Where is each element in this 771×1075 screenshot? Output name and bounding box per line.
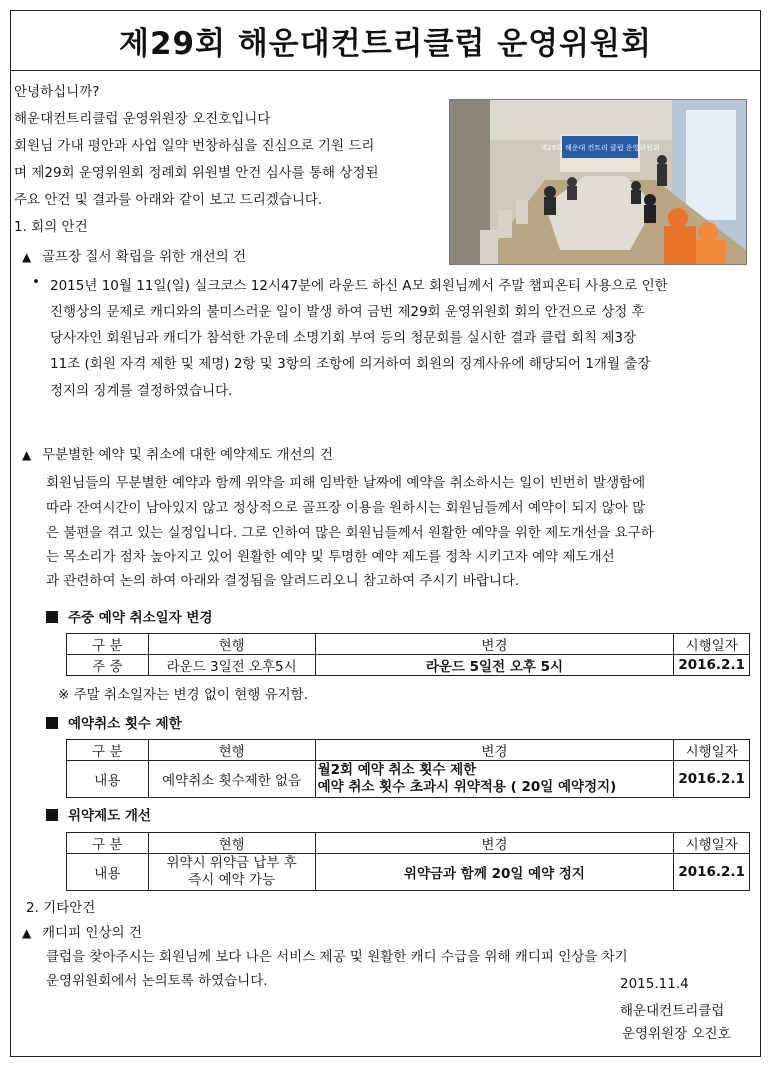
item1-heading [22, 245, 246, 265]
table-header-cell: 구 분 [67, 740, 149, 761]
table-cell: 라운드 3일전 오후5시 [148, 655, 315, 676]
item2-text: 은 불편을 겪고 있는 실정입니다. 그로 인하여 많은 회원님들께서 원활한 예약을 위한 제도개선을 요구하 [46, 525, 654, 541]
table2-title: 예약취소 횟수 제한 [68, 716, 182, 732]
table-cell-line: 즉시 예약 가능 [188, 872, 276, 888]
table-header-cell: 변경 [315, 740, 674, 761]
table-header-cell: 시행일자 [674, 634, 750, 655]
section1-heading: 1. 회의 안건 [14, 219, 88, 235]
section2-heading: 2. 기타안건 [26, 900, 96, 916]
item2-text: 회원님들의 무분별한 예약과 함께 위약을 피해 임박한 날짜에 예약을 취소하시는 일이 빈번히 발생함에 [46, 475, 646, 491]
table-header-cell: 현행 [148, 833, 315, 854]
table-row [67, 761, 750, 798]
table-header-cell: 변경 [315, 833, 674, 854]
item2-text: 따라 잔여시간이 남아있지 않고 정상적으로 골프장 이용을 원하시는 회원님들께서 예약이 되지 않아 많 [46, 500, 646, 516]
table-cell: 내용 [67, 761, 149, 798]
table2-heading [46, 712, 182, 732]
item1-text: 당사자인 회원님과 캐디가 참석한 가운데 소명기회 부여 등의 청문회를 실시한 결과 클럽 회칙 제3장 [50, 330, 637, 346]
section2-text: 운영위원회에서 논의토록 하였습니다. [46, 973, 268, 989]
title-box [10, 10, 761, 71]
square-bullet-icon [46, 611, 58, 623]
greeting: 안녕하십니까? [14, 84, 100, 100]
table-cell: 예약취소 횟수제한 없음 [148, 761, 315, 798]
table-cell: 2016.2.1 [674, 761, 750, 798]
table-row [67, 655, 750, 676]
item2-text: 과 관련하여 논의 하여 아래와 결정됨을 알려드리오니 참고하여 주시기 바랍니다. [46, 573, 520, 589]
table-header-cell: 변경 [315, 634, 674, 655]
table-cell: 내용 [67, 854, 149, 891]
table-cell: 위약금과 함께 20일 예약 정지 [315, 854, 674, 891]
table-cell: 주 중 [67, 655, 149, 676]
table-cell-line: 위약시 위약금 납부 후 [166, 855, 297, 871]
intro-line: 회원님 가내 평안과 사업 일약 번창하심을 진심으로 기원 드리 [14, 138, 375, 154]
table3-title: 위약제도 개선 [68, 808, 151, 824]
table-header-row [67, 634, 750, 655]
table-cancel-limit [66, 739, 750, 798]
table-cell: 2016.2.1 [674, 854, 750, 891]
section2-item-heading [22, 921, 142, 941]
table-penalty-system [66, 832, 750, 891]
table-cell: 2016.2.1 [674, 655, 750, 676]
item1-title: 골프장 질서 확립을 위한 개선의 건 [42, 249, 247, 265]
section2-item-title: 캐디피 인상의 건 [42, 925, 142, 941]
item2-text: 는 목소리가 점차 높아지고 있어 원활한 예약 및 투명한 예약 제도를 정착 시키고자 예약 제도개선 [46, 549, 615, 565]
item2-title: 무분별한 예약 및 취소에 대한 예약제도 개선의 건 [42, 447, 333, 463]
table-header-cell: 시행일자 [674, 740, 750, 761]
section2-text: 클럽을 찾아주시는 회원님께 보다 나은 서비스 제공 및 원활한 캐디 수급을 위해 캐디피 인상을 차기 [46, 949, 628, 965]
triangle-icon: ▲ [22, 250, 32, 264]
triangle-icon: ▲ [22, 926, 32, 940]
bullet-icon: • [32, 274, 40, 290]
item2-heading [22, 443, 333, 463]
table-header-cell: 구 분 [67, 833, 149, 854]
table-cell [315, 761, 674, 798]
signature-club: 해운대컨트리클럽 [620, 1003, 725, 1019]
signature-name: 운영위원장 오진호 [622, 1026, 731, 1042]
item1-text: 진행상의 문제로 캐디와의 불미스러운 일이 발생 하여 금번 제29회 운영위원회 회의 안건으로 상정 후 [50, 304, 645, 320]
triangle-icon: ▲ [22, 448, 32, 462]
table-header-cell: 시행일자 [674, 833, 750, 854]
intro-line: 해운대컨트리클럽 운영위원장 오진호입니다 [14, 111, 271, 127]
table-reservation-cancel-date [66, 633, 750, 676]
table-cell: 라운드 5일전 오후 5시 [315, 655, 674, 676]
signature-date: 2015.11.4 [620, 976, 689, 992]
intro-line: 며 제29회 운영위원회 정례회 위원별 안건 심사를 통해 상정된 [14, 165, 379, 181]
document-title: 제29회 해운대컨트리클럽 운영위원회 [119, 25, 652, 62]
table-header-cell: 현행 [148, 740, 315, 761]
square-bullet-icon [46, 809, 58, 821]
item1-text: 정지의 징계를 결정하였습니다. [50, 383, 233, 399]
photo-banner-text: 제29회 해운대 컨트리 클럽 운영위원회 [540, 144, 660, 152]
item1-text: 11조 (회원 자격 제한 및 제명) 2항 및 3항의 조항에 의거하여 회원의 징계사유에 해당되어 1개월 출장 [50, 356, 651, 372]
table1-heading [46, 606, 213, 626]
item1-text: 2015년 10월 11일(일) 실크코스 12시47분에 라운드 하신 A모 회원님께서 주말 챔피온티 사용으로 인한 [50, 278, 668, 294]
table1-title: 주중 예약 취소일자 변경 [68, 610, 213, 626]
table-header-row [67, 833, 750, 854]
meeting-photo-illustration [450, 100, 746, 264]
table-row [67, 854, 750, 891]
table-cell [148, 854, 315, 891]
table-header-cell: 현행 [148, 634, 315, 655]
table-cell-line: 예약 취소 횟수 초과시 위약적용 ( 20일 예약정지) [317, 779, 617, 795]
meeting-photo [449, 99, 747, 265]
table-cell-line: 월2회 예약 취소 횟수 제한 [317, 762, 477, 778]
square-bullet-icon [46, 717, 58, 729]
table1-note: ※ 주말 취소일자는 변경 없이 현행 유지함. [58, 687, 309, 703]
table-header-row [67, 740, 750, 761]
intro-line: 주요 안건 및 결과를 아래와 같이 보고 드리겠습니다. [14, 192, 323, 208]
table3-heading [46, 804, 151, 824]
table-header-cell: 구 분 [67, 634, 149, 655]
